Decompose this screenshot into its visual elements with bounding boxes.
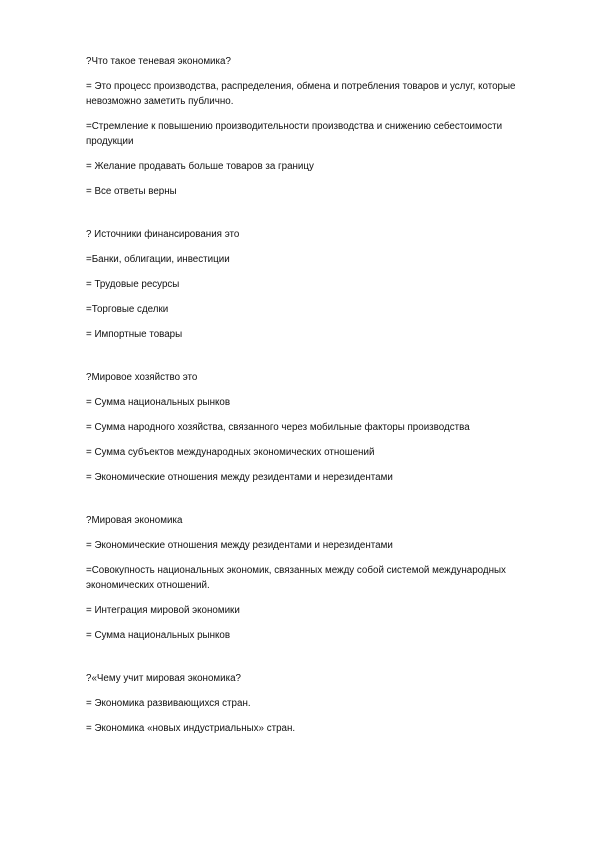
answer-option: = Все ответы верны: [86, 186, 177, 197]
question-text: ?Что такое теневая экономика?: [86, 56, 231, 67]
answer-option: = Сумма национальных рынков: [86, 630, 231, 641]
answer-option: =Стремление к повышению производительности производства и снижению себестоимости продукции: [86, 121, 505, 147]
answer-option: = Желание продавать больше товаров за границу: [86, 161, 314, 172]
answer-option: = Сумма народного хозяйства, связанного через мобильные факторы производства: [86, 422, 470, 433]
question-block: [86, 671, 544, 736]
answer-option: = Интеграция мировой экономики: [86, 605, 240, 616]
answer-option: = Сумма субъектов международных экономических отношений: [86, 447, 375, 458]
answer-option: = Трудовые ресурсы: [86, 279, 180, 290]
answer-option: = Это процесс производства, распределения, обмена и потребления товаров и услуг, которые невозможно заметить публично.: [86, 81, 519, 107]
question-block: [86, 370, 544, 485]
question-text: ?Мировая экономика: [86, 515, 183, 526]
answer-option: = Экономика развивающихся стран.: [86, 698, 251, 709]
question-text: ?«Чему учит мировая экономика?: [86, 673, 242, 684]
question-block: [86, 227, 544, 342]
question-block: [86, 513, 544, 643]
answer-option: =Банки, облигации, инвестиции: [86, 254, 230, 265]
answer-option: =Совокупность национальных экономик, связанных между собой системой международных экономических отношений.: [86, 565, 509, 591]
answer-option: = Экономические отношения между резидентами и нерезидентами: [86, 540, 393, 551]
question-text: ? Источники финансирования это: [86, 229, 240, 240]
answer-option: =Торговые сделки: [86, 304, 169, 315]
answer-option: = Импортные товары: [86, 329, 183, 340]
question-block: [86, 54, 544, 199]
answer-option: = Сумма национальных рынков: [86, 397, 231, 408]
answer-option: = Экономические отношения между резидентами и нерезидентами: [86, 472, 393, 483]
question-text: ?Мировое хозяйство это: [86, 372, 198, 383]
answer-option: = Экономика «новых индустриальных» стран.: [86, 723, 296, 734]
